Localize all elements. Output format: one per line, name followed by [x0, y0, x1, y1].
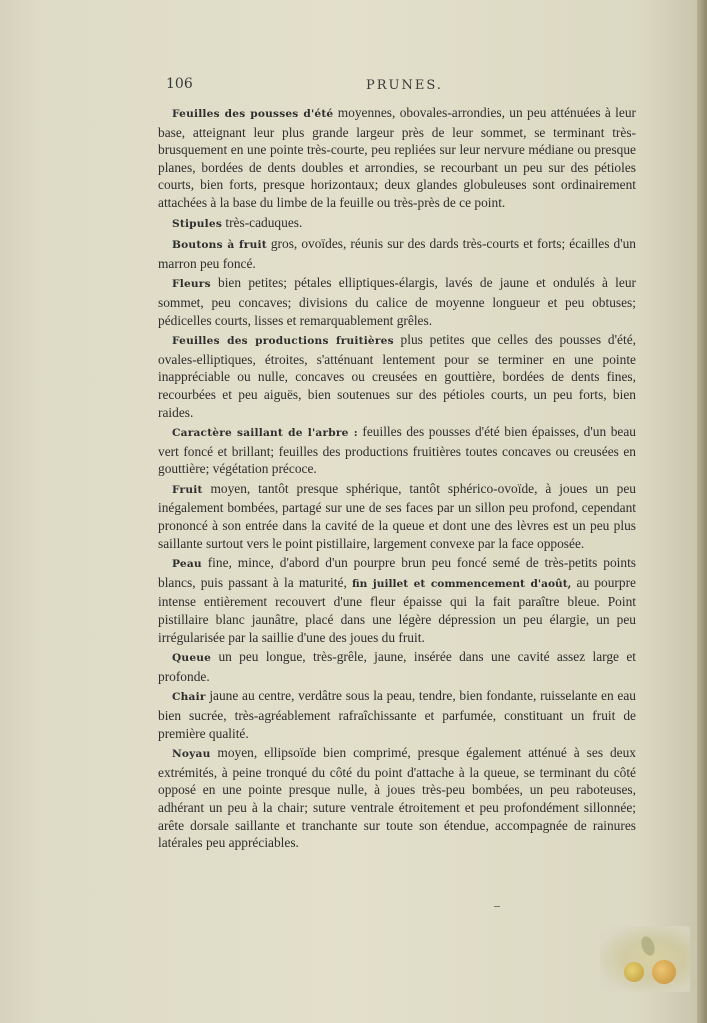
page-mark	[494, 906, 500, 907]
body-text	[158, 104, 636, 854]
paragraph-skin	[158, 554, 636, 646]
term-label: Caractère saillant de l'arbre :	[172, 427, 358, 440]
paragraph-text: moyen, ellipsoïde bien comprimé, presque également atténué à ses deux extrémités, à peine tronqué du côté du point d'attache à la queue, se terminant du côté opposé en une pointe presque nulle, à joues très-peu bombées, un peu raboteuses, adhérant un peu à la chair; suture ventrale étroitement et peu profondément sillonnée; arête dorsale saillante et tranchante sur toute son étendue, accompagnée de rainures latérales peu appréciables.	[158, 745, 636, 851]
paragraph-text: feuilles des pousses d'été bien épaisses, d'un beau vert foncé et brillant; feuilles des productions fruitières toutes concaves ou creusées en gouttière; végétation précoce.	[158, 424, 636, 477]
term-label: Feuilles des pousses d'été	[172, 108, 334, 120]
page-header	[166, 76, 636, 96]
page-number: 106	[166, 76, 193, 92]
paragraph-stipules	[158, 214, 636, 234]
term-label: Feuilles des productions fruitières	[172, 335, 394, 348]
paragraph-text: moyennes, obovales-arrondies, un peu atténuées à leur base, atteignant leur plus grande largeur près de leur sommet, se terminant très-brusquement en une pointe très-courte, peu repliées sur leur nervure médiane ou presque planes, bordées de dents doubles et arrondies, se recourbant un peu sur des pétioles courts, bien forts, presque horizontaux; deux glandes globuleuses sont ordinairement attachées à la base du limbe de la feuille ou très-près de ce point.	[158, 105, 636, 210]
term-label: Queue	[172, 652, 212, 665]
plum-fruit-icon	[652, 960, 676, 984]
paragraph-flowers	[158, 274, 636, 329]
paragraph-text: bien petites; pétales elliptiques-élargis, lavés de jaune et ondulés à leur sommet, peu concaves; divisions du calice de moyenne longueur et peu obtuses; pédicelles courts, lisses et remarquablement grêles.	[158, 275, 636, 328]
running-title: PRUNES.	[366, 78, 443, 93]
book-spine	[697, 0, 707, 1023]
paragraph-text: très-caduques.	[222, 214, 303, 230]
paragraph-tree-character	[158, 423, 636, 478]
paragraph-stone	[158, 744, 636, 852]
paragraph-fruit-buds	[158, 235, 636, 272]
paragraph-text: au pourpre intense entièrement recouvert d'une fleur épaisse qui la fait paraître bleue. Point pistillaire blanc jaunâtre, placé dans une légère dépression un peu élargie, un peu irrégularisée par la saillie d'une des joues du fruit.	[158, 574, 636, 645]
paragraph-text: gros, ovoïdes, réunis sur des dards très-courts et forts; écailles d'un marron peu foncé.	[158, 236, 636, 271]
paragraph-summer-leaves	[158, 104, 636, 212]
term-label: Noyau	[172, 748, 211, 761]
term-label: Fruit	[172, 483, 203, 496]
term-label: Boutons à fruit	[172, 239, 267, 252]
paragraph-text: jaune au centre, verdâtre sous la peau, tendre, bien fondante, ruisselante en eau bien sucrée, très-agréablement rafraîchissante et parfumée, constituant un fruit de première qualité.	[158, 688, 636, 741]
paragraph-text: moyen, tantôt presque sphérique, tantôt sphérico-ovoïde, à joues un peu inégalement bombées, partagé sur une de ses faces par un sillon peu profond, cependant prononcé à son entrée dans la cavité de la queue et dont une des lèvres est un peu plus saillante surtout vers le point pistillaire, largement convexe par la face opposée.	[158, 480, 636, 551]
term-label: Chair	[172, 691, 206, 704]
plum-fruit-icon	[624, 962, 644, 982]
term-label: Fleurs	[172, 278, 211, 291]
term-label: Peau	[172, 558, 202, 571]
ripening-period: fin juillet et commencement d'août,	[351, 577, 572, 590]
paragraph-text: plus petites que celles des pousses d'été, ovales-elliptiques, étroites, s'atténuant lentement pour se terminer en une pointe inappréciable ou nulle, concaves ou creusées en gouttière, bordées de dents fines, recourbées et peu aiguës, bien soutenues sur des pétioles courts, un peu forts, bien raides.	[158, 332, 636, 420]
paragraph-flesh	[158, 687, 636, 742]
term-label: Stipules	[172, 217, 223, 230]
paragraph-text-before: fine, mince, d'abord d'un pourpre brun peu foncé semé de très-petits points blancs, puis passant à la maturité,	[158, 555, 636, 590]
paragraph-fruit	[158, 480, 636, 552]
paragraph-stalk	[158, 648, 636, 685]
paragraph-fruiting-leaves	[158, 331, 636, 421]
paragraph-text: un peu longue, très-grêle, jaune, insérée dans une cavité assez large et profonde.	[158, 649, 636, 684]
